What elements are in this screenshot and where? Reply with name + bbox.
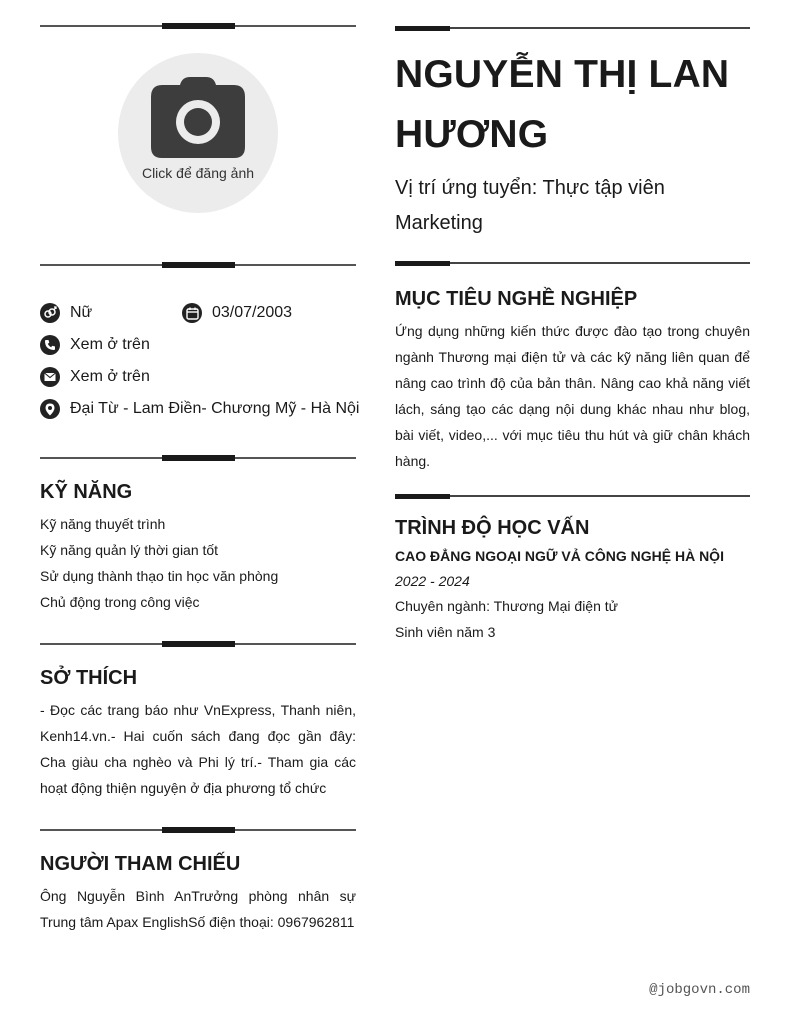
- divider: [40, 455, 356, 461]
- phone-value: Xem ở trên: [70, 336, 150, 353]
- divider: [40, 641, 356, 647]
- education-major: Chuyên ngành: Thương Mại điện tử: [395, 598, 619, 614]
- education-title: TRÌNH ĐỘ HỌC VẤN: [395, 517, 590, 539]
- birthdate-value: 03/07/2003: [212, 304, 293, 321]
- references-text: Ông Nguyễn Bình AnTrưởng phòng nhân sự Trung tâm Apax EnglishSố điện thoại: 0967962811: [40, 888, 356, 930]
- divider: [40, 23, 356, 29]
- divider: [395, 494, 750, 499]
- address-row: [40, 398, 359, 420]
- candidate-name: NGUYỄN THỊ LAN HƯƠNG: [395, 53, 730, 156]
- avatar-upload[interactable]: [118, 53, 278, 213]
- position-applied: Vị trí ứng tuyển: Thực tập viên Marketing: [395, 177, 665, 234]
- skill-item: Kỹ năng quản lý thời gian tốt: [40, 542, 219, 558]
- education-years: 2022 - 2024: [395, 573, 470, 589]
- divider: [40, 827, 356, 833]
- email-row: [40, 366, 150, 388]
- skill-item: Kỹ năng thuyết trình: [40, 516, 166, 532]
- hobbies-text: - Đọc các trang báo như VnExpress, Thanh niên, Kenh14.vn.- Hai cuốn sách đang đọc gần đây: Cha giàu cha nghèo và Phi lý trí.- Tham gia các hoạt động thiện nguyện ở địa phương tổ chức: [40, 702, 356, 796]
- skills-title: KỸ NĂNG: [40, 481, 133, 503]
- divider: [395, 26, 750, 31]
- email-icon: [40, 367, 60, 387]
- gender-icon: [40, 303, 60, 323]
- divider: [395, 261, 750, 266]
- divider: [40, 262, 356, 268]
- phone-icon: [40, 335, 60, 355]
- gender-row: [40, 302, 92, 324]
- gender-value: Nữ: [70, 304, 93, 321]
- address-value: Đại Từ - Lam Điền- Chương Mỹ - Hà Nội: [70, 400, 360, 417]
- location-pin-icon: [40, 399, 60, 419]
- education-school: CAO ĐẲNG NGOẠI NGỮ VẢ CÔNG NGHỆ HÀ NỘI: [395, 548, 724, 564]
- watermark: @jobgovn.com: [649, 982, 750, 998]
- avatar-label: Click để đăng ảnh: [141, 165, 255, 181]
- objective-title: MỤC TIÊU NGHỀ NGHIỆP: [395, 288, 638, 310]
- birthdate-row: [182, 302, 292, 324]
- phone-row: [40, 334, 150, 356]
- hobbies-title: SỞ THÍCH: [40, 667, 138, 689]
- camera-icon: [150, 75, 246, 159]
- skill-item: Sử dụng thành thạo tin học văn phòng: [40, 568, 279, 584]
- skill-item: Chủ động trong công việc: [40, 594, 200, 610]
- skills-list: [40, 511, 356, 615]
- education-status: Sinh viên năm 3: [395, 624, 496, 640]
- objective-text: Ứng dụng những kiến thức được đào tạo trong chuyên ngành Thương mại điện tử và các kỹ năng liên quan để nâng cao trình độ của bản thân. Nâng cao khả năng viết lách, sáng tạo các dạng nội dung khác nhau như blog, bài viết, video,... với mục tiêu thu hút và giữ chân khách hàng.: [395, 323, 750, 469]
- calendar-icon: [182, 303, 202, 323]
- references-title: NGƯỜI THAM CHIẾU: [40, 853, 241, 875]
- email-value: Xem ở trên: [70, 368, 150, 385]
